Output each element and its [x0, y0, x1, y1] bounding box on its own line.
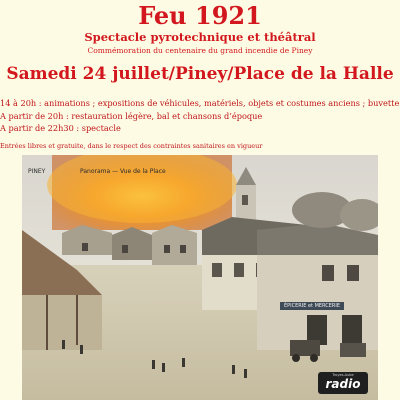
postcard-image: [22, 155, 378, 400]
village-square-illustration: [22, 155, 378, 400]
event-title: Feu 1921: [138, 1, 262, 30]
program-item: A partir de 22h30 : spectacle: [0, 123, 121, 133]
radio-logo-name: radio: [325, 377, 361, 391]
cart: [290, 340, 320, 356]
radio-logo-region: Troyes-Aube: [332, 373, 354, 377]
program-list: [0, 97, 400, 135]
postcard-caption: [22, 168, 182, 178]
caption-view: Panorama — Vue de la Place: [80, 168, 166, 175]
commemoration-text: Commémoration du centenaire du grand incendie de Piney: [87, 46, 313, 55]
program-item: A partir de 20h : restauration légère, bal et chansons d’époque: [0, 110, 263, 121]
entry-note: Entrées libres et gratuite, dans le respect des contraintes sanitaires en vigueur: [0, 142, 263, 150]
radio-logo: [318, 372, 368, 394]
event-subtitle: Spectacle pyrotechnique et théâtral: [84, 30, 316, 44]
program-item: 14 à 20h : animations ; expositions de véhicules, matériels, objets et costumes anciens ; buvette: [0, 98, 400, 108]
event-dateline: Samedi 24 juillet/Piney/Place de la Halle: [6, 64, 394, 84]
caption-location: PINEY: [28, 168, 46, 175]
shop-sign: ÉPICERIE et MERCERIE: [280, 302, 344, 310]
